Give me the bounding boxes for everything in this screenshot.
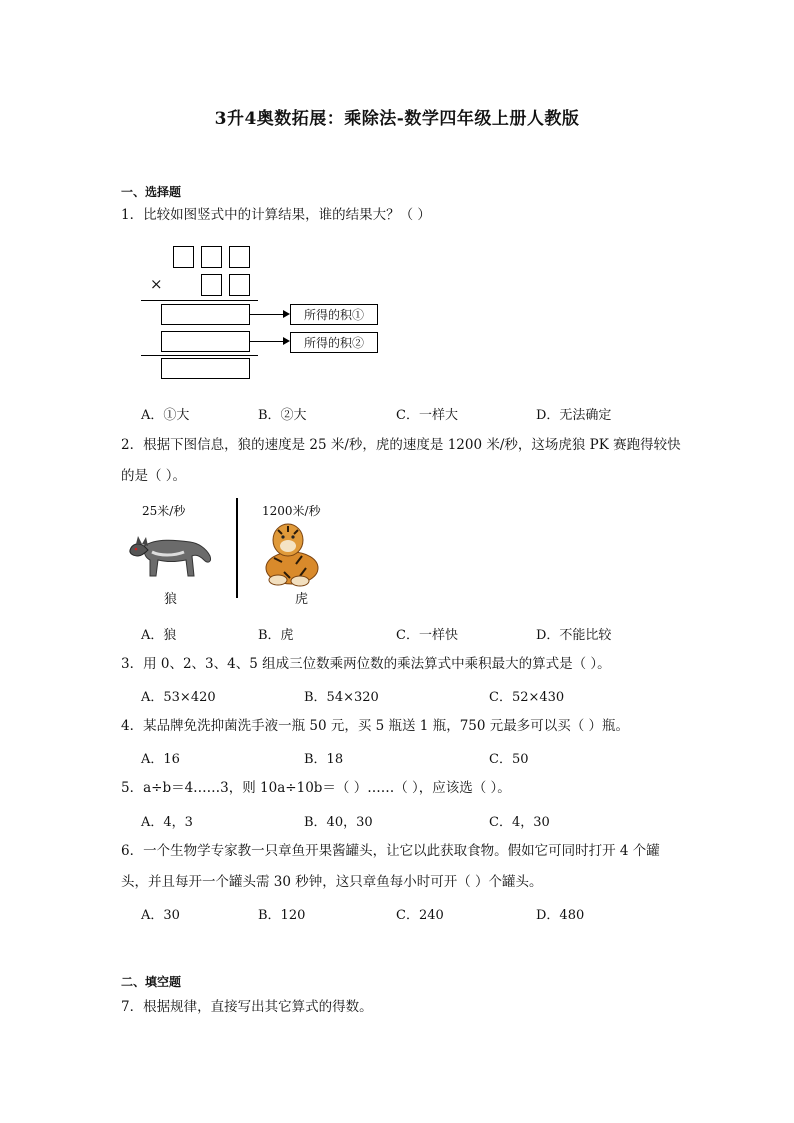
digit-box: [173, 246, 194, 268]
digit-box: [229, 246, 250, 268]
figure-divider: [236, 498, 238, 598]
q5-option-a[interactable]: A．4，3: [141, 815, 193, 830]
digit-box: [201, 274, 222, 296]
question-3-text: 3．用 0、2、3、4、5 组成三位数乘两位数的乘法算式中乘积最大的算式是（ ）。: [121, 656, 611, 672]
q2-option-b[interactable]: B．虎: [258, 628, 294, 643]
q3-option-a[interactable]: A．53×420: [141, 690, 216, 705]
partial-product-box-1: [161, 304, 250, 325]
q2-option-a[interactable]: A．狼: [141, 628, 177, 643]
q6-option-c[interactable]: C．240: [396, 908, 444, 923]
product-box: [161, 358, 250, 379]
question-2-line2: 的是（ ）。: [121, 468, 187, 484]
q5-option-c[interactable]: C．4，30: [489, 815, 550, 830]
q2-option-c[interactable]: C．一样快: [396, 628, 458, 643]
question-6-line1: 6．一个生物学专家教一只章鱼开果酱罐头，让它以此获取食物。假如它可同时打开 4 个罐: [121, 843, 660, 859]
wolf-label: 狼: [164, 592, 178, 607]
digit-box: [229, 274, 250, 296]
section-heading-fill: 二、填空题: [121, 975, 182, 989]
rule-line: [141, 300, 258, 301]
q1-option-c[interactable]: C．一样大: [396, 408, 458, 423]
multiply-sign: ×: [150, 275, 163, 293]
partial-product-box-2: [161, 331, 250, 352]
q1-option-b[interactable]: B．②大: [258, 408, 307, 423]
page-title: 3升4奥数拓展：乘除法-数学四年级上册人教版: [214, 109, 580, 129]
arrow-head-icon: [283, 337, 290, 345]
question-7-text: 7．根据规律，直接写出其它算式的得数。: [121, 999, 373, 1015]
q4-option-c[interactable]: C．50: [489, 752, 529, 767]
wolf-image: [126, 522, 218, 580]
question-4-text: 4．某品牌免洗抑菌洗手液一瓶 50 元，买 5 瓶送 1 瓶，750 元最多可以买（ ）瓶。: [121, 718, 630, 734]
product-label-2: 所得的积②: [290, 332, 378, 353]
section-heading-choice: 一、选择题: [121, 185, 182, 199]
product-label-1: 所得的积①: [290, 304, 378, 325]
wolf-speed-label: 25米/秒: [142, 504, 186, 518]
tiger-label: 虎: [295, 592, 309, 607]
q3-option-c[interactable]: C．52×430: [489, 690, 565, 705]
question-2-line1: 2．根据下图信息，狼的速度是 25 米/秒，虎的速度是 1200 米/秒，这场虎狼 PK 赛跑得较快: [121, 437, 681, 453]
question-1-text: 1．比较如图竖式中的计算结果，谁的结果大？（ ）: [121, 207, 431, 223]
tiger-speed-label: 1200米/秒: [262, 504, 321, 518]
q1-option-a[interactable]: A．①大: [141, 408, 190, 423]
q4-option-a[interactable]: A．16: [141, 752, 180, 767]
q3-option-b[interactable]: B．54×320: [304, 690, 379, 705]
q6-option-d[interactable]: D．480: [536, 908, 585, 923]
arrow-line: [250, 341, 283, 342]
arrow-line: [250, 314, 283, 315]
q2-option-d[interactable]: D．不能比较: [536, 628, 612, 643]
digit-box: [201, 246, 222, 268]
rule-line: [141, 355, 258, 356]
q1-option-d[interactable]: D．无法确定: [536, 408, 612, 423]
question-5-text: 5．a÷b＝4……3，则 10a÷10b＝（ ）……（ ），应该选（ ）。: [121, 780, 511, 796]
tiger-image: [262, 518, 320, 588]
q5-option-b[interactable]: B．40，30: [304, 815, 373, 830]
q6-option-b[interactable]: B．120: [258, 908, 306, 923]
question-6-line2: 头，并且每开一个罐头需 30 秒钟，这只章鱼每小时可开（ ）个罐头。: [121, 874, 543, 890]
q4-option-b[interactable]: B．18: [304, 752, 344, 767]
arrow-head-icon: [283, 310, 290, 318]
q6-option-a[interactable]: A．30: [141, 908, 180, 923]
